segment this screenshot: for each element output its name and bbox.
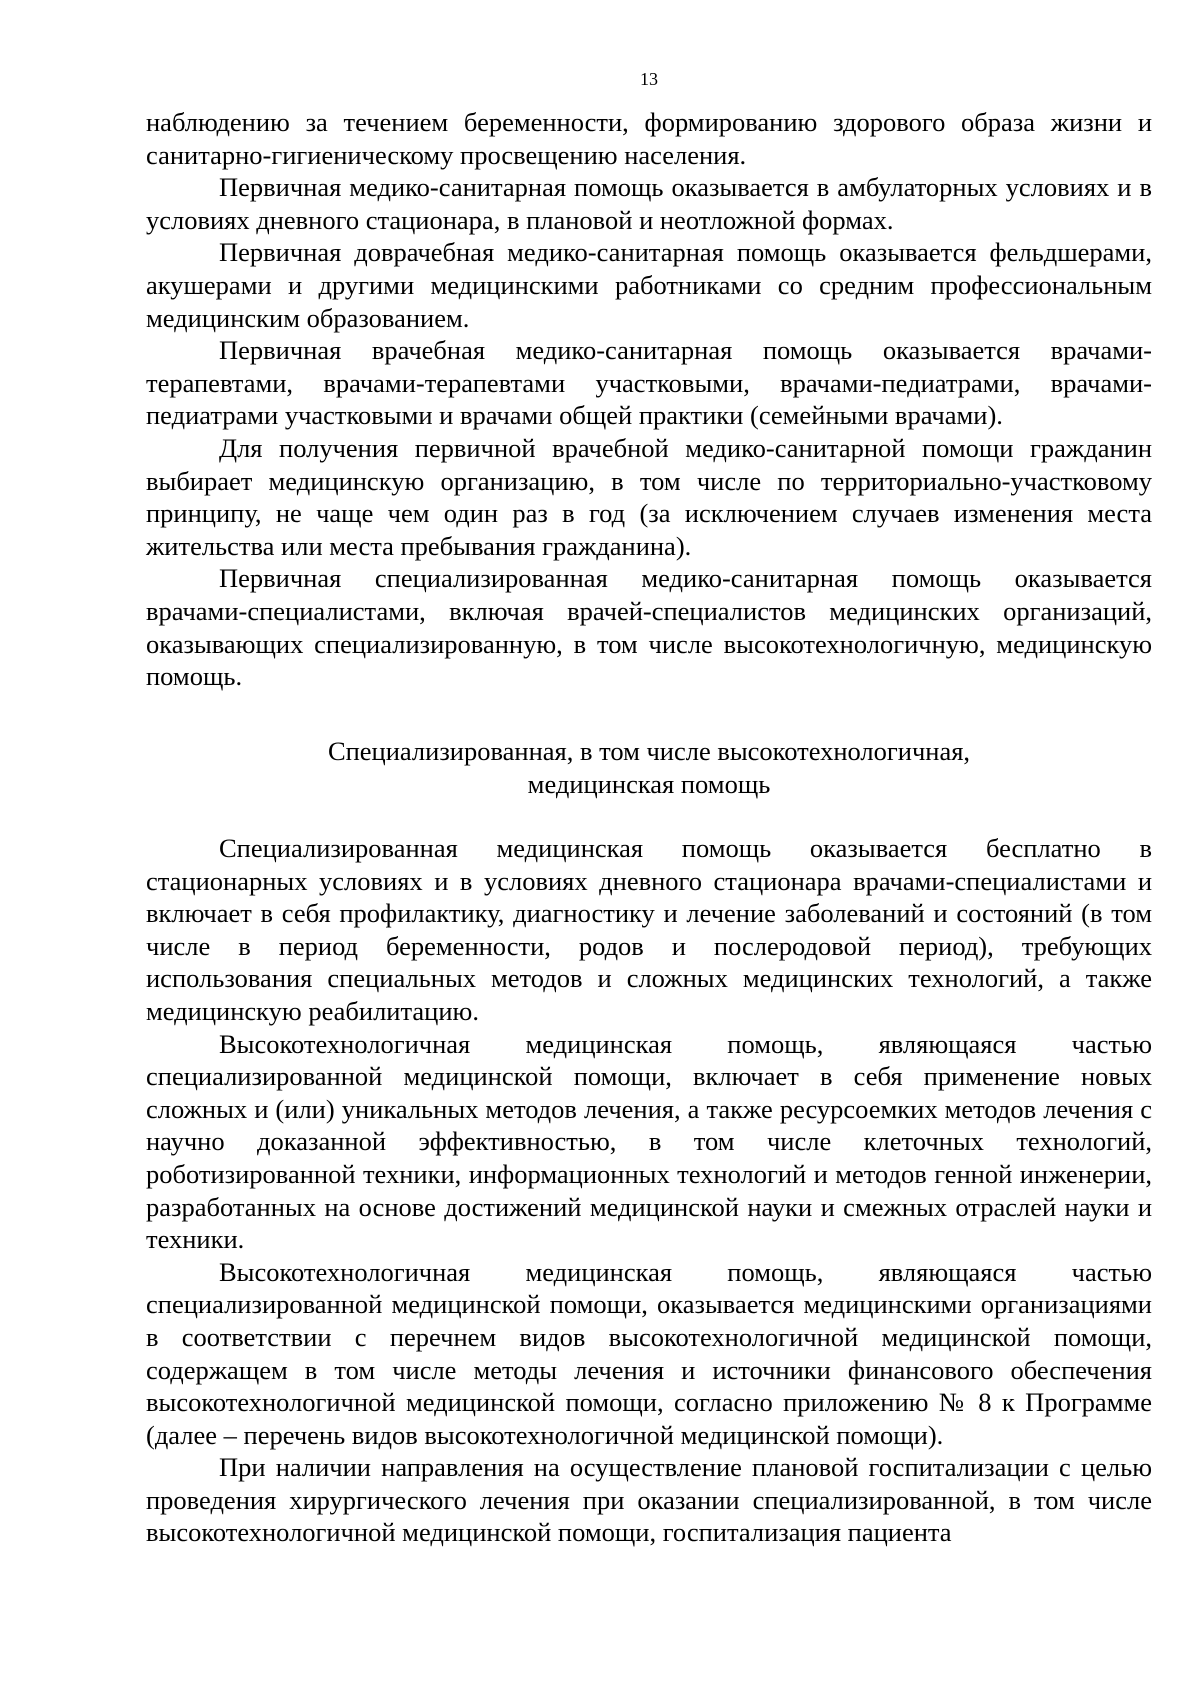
paragraph: Высокотехнологичная медицинская помощь, являющаяся частью специализированной медицинской помощи, оказывается медицинскими организациями в соответствии с перечнем видов высокотехнологичной медицинской помощи, содержащем в том числе методы лечения и источники финансового обеспечения высокотехнологичной медицинской помощи, согласно приложению № 8 к Программе (далее – перечень видов высокотехнологичной медицинской помощи).	[146, 1256, 1152, 1450]
section-text-block	[146, 832, 1152, 1549]
paragraph-continuation: наблюдению за течением беременности, формированию здорового образа жизни и санитарно-гигиеническому просвещению населения.	[146, 107, 1152, 170]
section-heading-line-1: Специализированная, в том числе высокотехнологичная,	[327, 736, 971, 766]
section-heading	[146, 735, 1152, 800]
paragraph: Первичная врачебная медико-санитарная помощь оказывается врачами-терапевтами, врачами-терапевтами участковыми, врачами-педиатрами, врачами-педиатрами участковыми и врачами общей практики (семейными врачами).	[146, 335, 1152, 431]
paragraph: Специализированная медицинская помощь оказывается бесплатно в стационарных условиях и в условиях дневного стационара врачами-специалистами и включает в себя профилактику, диагностику и лечение заболеваний и состояний (в том числе в период беременности, родов и послеродовой период), требующих использования специальных методов и сложных медицинских технологий, а также медицинскую реабилитацию.	[146, 833, 1152, 1026]
section-heading-line-2: медицинская помощь	[527, 768, 771, 799]
paragraph: Первичная доврачебная медико-санитарная помощь оказывается фельдшерами, акушерами и другими медицинскими работниками со средним профессиональным медицинским образованием.	[146, 237, 1152, 333]
paragraph: При наличии направления на осуществление плановой госпитализации с целью проведения хирургического лечения при оказании специализированной, в том числе высокотехнологичной медицинской помощи, госпитализация пациента	[146, 1452, 1152, 1548]
paragraph: Первичная специализированная медико-санитарная помощь оказывается врачами-специалистами, включая врачей-специалистов медицинских организаций, оказывающих специализированную, в том числе высокотехнологичную, медицинскую помощь.	[146, 563, 1152, 692]
paragraph: Высокотехнологичная медицинская помощь, являющаяся частью специализированной медицинской помощи, включает в себя применение новых сложных и (или) уникальных методов лечения, а также ресурсоемких методов лечения с научно доказанной эффективностью, в том числе клеточных технологий, роботизированной техники, информационных технологий и методов генной инженерии, разработанных на основе достижений медицинской науки и смежных отраслей науки и техники.	[146, 1028, 1152, 1255]
paragraph: Первичная медико-санитарная помощь оказывается в амбулаторных условиях и в условиях дневного стационара, в плановой и неотложной формах.	[146, 172, 1152, 235]
page-number: 13	[640, 69, 658, 89]
paragraph: Для получения первичной врачебной медико-санитарной помощи гражданин выбирает медицинскую организацию, в том числе по территориально-участковому принципу, не чаще чем один раз в год (за исключением случаев изменения места жительства или места пребывания гражданина).	[146, 432, 1152, 561]
top-text-block	[146, 106, 1152, 693]
